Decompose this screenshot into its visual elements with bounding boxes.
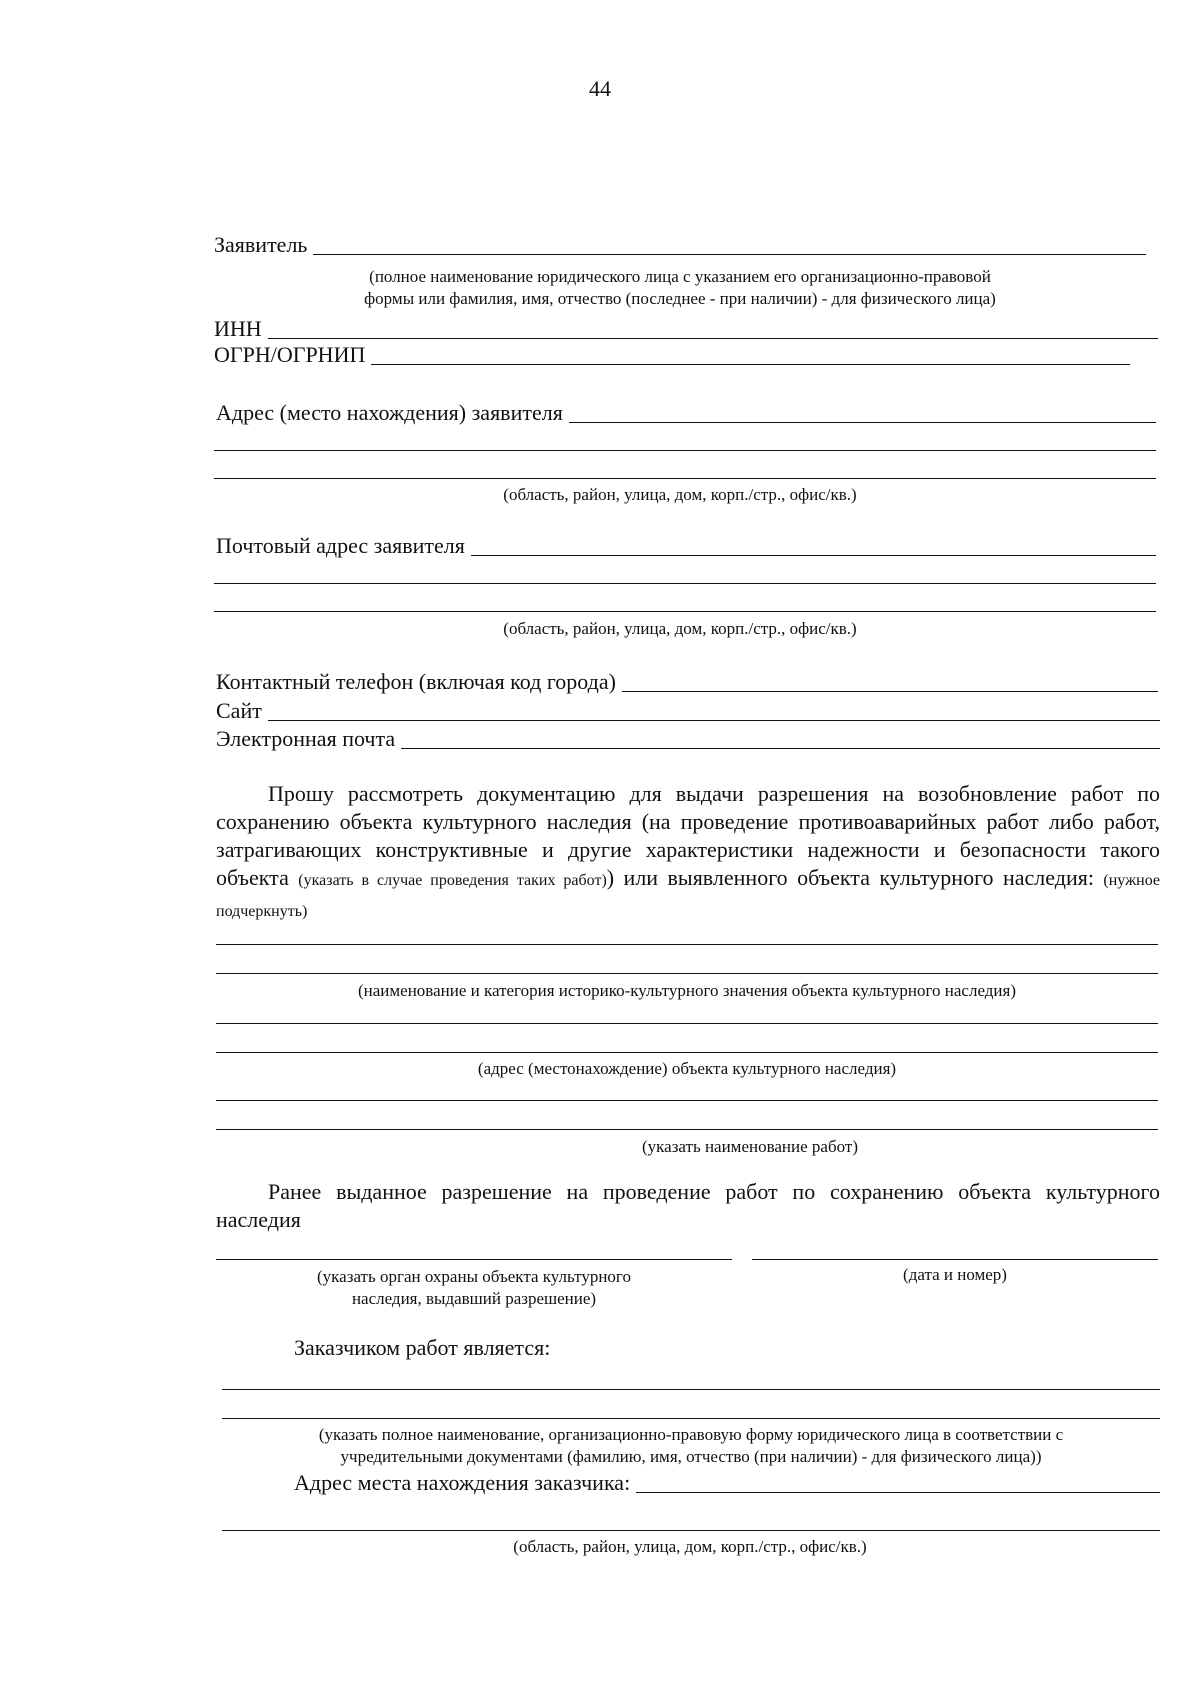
address-row [216, 400, 1156, 426]
page-number: 44 [589, 76, 611, 101]
customer-caption-2: учредительными документами (фамилию, имя, отчество (при наличии) - для физического лица)) [340, 1447, 1042, 1466]
request-paragraph [216, 780, 1160, 926]
customer-caption-1: (указать полное наименование, организационно-правовую форму юридического лица в соответствии с [318, 1425, 1064, 1444]
permit-organ-line[interactable] [216, 1259, 732, 1260]
request-text-end: ) или выявленного объекта культурного наследия: [606, 865, 1104, 890]
customer-address-field[interactable] [636, 1472, 1160, 1493]
email-field[interactable] [401, 728, 1160, 749]
address-caption: (область, район, улица, дом, корп./стр., офис/кв.) [503, 485, 857, 504]
works-line-1[interactable] [216, 1100, 1158, 1101]
postal-field[interactable] [471, 535, 1156, 556]
ogrn-row [214, 342, 1130, 368]
email-row [216, 726, 1160, 752]
request-text-small: (указать в случае проведения таких работ) [298, 872, 607, 889]
permit-organ-caption-1: (указать орган охраны объекта культурного [317, 1267, 631, 1286]
previous-permit-text: Ранее выданное разрешение на проведение работ по сохранению объекта культурного наследия [216, 1179, 1160, 1232]
customer-row [294, 1335, 550, 1361]
customer-line-1[interactable] [222, 1389, 1160, 1390]
customer-address-label: Адрес места нахождения заказчика: [294, 1470, 631, 1495]
ogrn-field[interactable] [371, 344, 1130, 365]
postal-row [216, 533, 1156, 559]
permit-organ-caption-2: наследия, выдавший разрешение) [351, 1289, 597, 1308]
object-address-caption: (адрес (местонахождение) объекта культурного наследия) [477, 1059, 897, 1078]
object-name-line-1[interactable] [216, 944, 1158, 945]
object-address-line-1[interactable] [216, 1023, 1158, 1024]
inn-row [214, 316, 1158, 342]
permit-date-line[interactable] [752, 1259, 1158, 1260]
works-line-2[interactable] [216, 1129, 1158, 1130]
applicant-caption-2: формы или фамилия, имя, отчество (последнее - при наличии) - для физического лица) [364, 289, 996, 308]
customer-address-row [294, 1470, 1160, 1496]
object-address-line-2[interactable] [216, 1052, 1158, 1053]
request-note: (нужное подчеркнуть) [216, 872, 1160, 920]
works-caption: (указать наименование работ) [641, 1137, 858, 1156]
customer-label: Заказчиком работ является: [294, 1335, 551, 1360]
inn-field[interactable] [268, 318, 1158, 339]
site-row [216, 698, 1160, 724]
inn-label: ИНН [214, 316, 262, 341]
site-field[interactable] [268, 700, 1160, 721]
address-label: Адрес (место нахождения) заявителя [216, 400, 563, 425]
site-label: Сайт [216, 698, 262, 723]
permit-date-caption: (дата и номер) [903, 1265, 1007, 1284]
address-line-2[interactable] [214, 450, 1156, 451]
request-text-main: Прошу рассмотреть документацию для выдачи разрешения на возобновление работ по сохранению объекта культурного наследия (на проведение противоаварийных работ либо работ, затрагивающих конструктивные и другие характеристики надежности и безопасности такого объекта [216, 781, 1160, 890]
email-label: Электронная почта [216, 726, 396, 751]
applicant-row [214, 232, 1146, 258]
applicant-caption-1: (полное наименование юридического лица с указанием его организационно-правовой [369, 267, 991, 286]
customer-line-2[interactable] [222, 1418, 1160, 1419]
customer-address-line-2[interactable] [222, 1530, 1160, 1531]
customer-address-caption: (область, район, улица, дом, корп./стр., офис/кв.) [513, 1537, 867, 1556]
phone-field[interactable] [622, 671, 1158, 692]
address-line-3[interactable] [214, 478, 1156, 479]
ogrn-label: ОГРН/ОГРНИП [214, 342, 366, 367]
postal-line-3[interactable] [214, 611, 1156, 612]
object-name-caption: (наименование и категория историко-культурного значения объекта культурного наследия) [357, 981, 1016, 1000]
applicant-label: Заявитель [214, 232, 308, 257]
postal-label: Почтовый адрес заявителя [216, 533, 465, 558]
postal-line-2[interactable] [214, 583, 1156, 584]
phone-row [216, 669, 1158, 695]
applicant-field[interactable] [313, 234, 1146, 255]
postal-caption: (область, район, улица, дом, корп./стр., офис/кв.) [503, 619, 857, 638]
object-name-line-2[interactable] [216, 973, 1158, 974]
address-field[interactable] [569, 402, 1156, 423]
phone-label: Контактный телефон (включая код города) [216, 669, 616, 694]
